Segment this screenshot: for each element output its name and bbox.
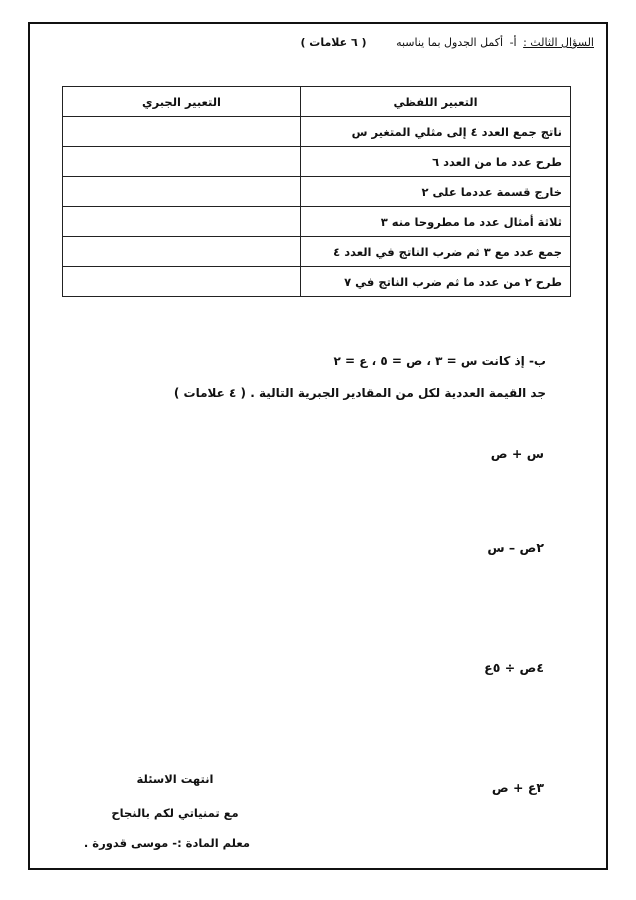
expression-2: ٢ص – س: [487, 540, 544, 555]
expression-3: ٤ص ÷ ٥ع: [484, 660, 544, 675]
part-a-instruction: أكمل الجدول بما يناسبه: [396, 36, 504, 49]
verbal-cell: ناتج جمع العدد ٤ إلى مثلي المتغير س: [301, 117, 571, 147]
table-row: [63, 207, 571, 237]
table-row: [63, 177, 571, 207]
part-a-label: أ-: [509, 36, 517, 49]
part-a-marks: ( ٦ علامات ): [300, 36, 367, 49]
part-b-instruction: جد القيمة العددية لكل من المقادير الجبرية التالية . ( ٤ علامات ): [173, 386, 546, 400]
expressions-table: [62, 86, 571, 297]
algebraic-cell: [63, 237, 301, 267]
header-algebraic: التعبير الجبري: [63, 87, 301, 117]
table-header-row: [63, 87, 571, 117]
algebraic-cell: [63, 147, 301, 177]
verbal-cell: خارج قسمة عددما على ٢: [301, 177, 571, 207]
expression-1: س + ص: [490, 446, 544, 461]
footer-wishes: مع تمنياتي لكم بالنجاح: [111, 806, 239, 820]
part-b-given: ب- إذ كانت س = ٣ ، ص = ٥ ، ع = ٢: [333, 354, 546, 368]
table-row: [63, 237, 571, 267]
algebraic-cell: [63, 267, 301, 297]
footer-teacher: معلم المادة :- موسى قدورة .: [83, 836, 250, 850]
header-verbal: التعبير اللفظي: [301, 87, 571, 117]
verbal-cell: ثلاثة أمثال عدد ما مطروحا منه ٣: [301, 207, 571, 237]
verbal-cell: طرح عدد ما من العدد ٦: [301, 147, 571, 177]
algebraic-cell: [63, 117, 301, 147]
algebraic-cell: [63, 207, 301, 237]
question-title: السؤال الثالث :: [523, 36, 594, 49]
algebraic-cell: [63, 177, 301, 207]
footer-end-text: انتهت الاسئلة: [136, 772, 214, 786]
expression-4: ٣ع + ص: [491, 780, 544, 795]
table-row: [63, 117, 571, 147]
question-header: [300, 36, 594, 49]
verbal-cell: جمع عدد مع ٣ ثم ضرب الناتج في العدد ٤: [301, 237, 571, 267]
table-row: [63, 147, 571, 177]
table-row: [63, 267, 571, 297]
verbal-cell: طرح ٢ من عدد ما ثم ضرب الناتج في ٧: [301, 267, 571, 297]
